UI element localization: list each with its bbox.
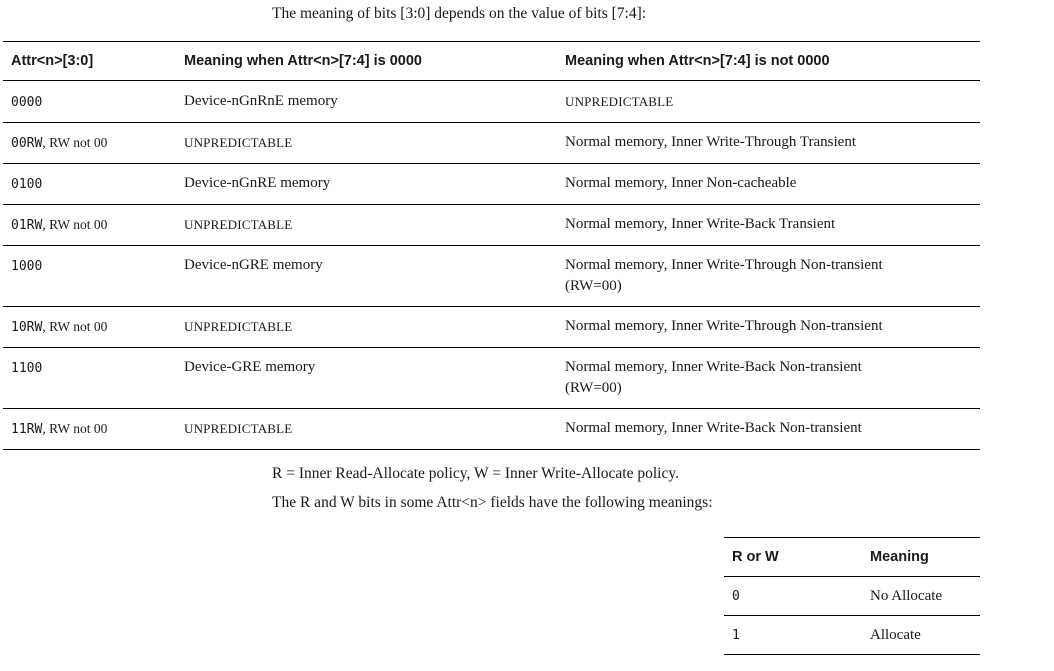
cell-meaning-nonzero (557, 81, 980, 123)
attr-bits-code: 1100 (11, 361, 43, 376)
attr-meaning-table (3, 41, 980, 450)
attr-bits-code: 00RW (11, 136, 43, 151)
cell-meaning-zero (176, 246, 557, 307)
attr-bits-qualifier: , RW not 00 (42, 135, 108, 150)
cell-meaning-nonzero (557, 205, 980, 246)
cell-attr-bits (3, 348, 176, 409)
table-row (3, 348, 980, 409)
attr-bits-code: 0100 (11, 177, 43, 192)
note-following-meanings: The R and W bits in some Attr<n> fields have the following meanings: (272, 494, 713, 511)
table-header-row (724, 538, 980, 577)
meaning-zero-text: Device-GRE memory (184, 359, 316, 375)
meaning-nonzero-text: UNPREDICTABLE (565, 94, 674, 109)
cell-attr-bits (3, 164, 176, 205)
table-row (3, 246, 980, 307)
cell-attr-bits (3, 307, 176, 348)
note-rw-policy: R = Inner Read-Allocate policy, W = Inner Write-Allocate policy. (272, 465, 679, 482)
meaning-nonzero-text: Normal memory, Inner Write-Through Transient (565, 134, 857, 150)
attr-bits-qualifier: , RW not 00 (42, 421, 108, 436)
table-row (724, 616, 980, 655)
attr-bits-code: 01RW (11, 218, 43, 233)
meaning-zero-text: UNPREDICTABLE (184, 135, 293, 150)
column-header-meaning-zero: Meaning when Attr<n>[7:4] is 0000 (176, 42, 557, 81)
cell-attr-bits (3, 205, 176, 246)
table-row (3, 307, 980, 348)
meaning-zero-text: Device-nGnRnE memory (184, 93, 338, 109)
meaning-zero-text: Device-nGnRE memory (184, 175, 331, 191)
meaning-nonzero-text: Normal memory, Inner Write-Through Non-transient (565, 318, 883, 334)
column-header-r-or-w: R or W (724, 538, 864, 577)
cell-attr-bits (3, 409, 176, 450)
meaning-nonzero-text: Normal memory, Inner Write-Back Non-transient (565, 420, 862, 436)
cell-meaning-zero (176, 81, 557, 123)
meaning-zero-text: Device-nGRE memory (184, 257, 323, 273)
cell-meaning-nonzero (557, 409, 980, 450)
attr-bits-code: 1000 (11, 259, 43, 274)
meaning-zero-text: UNPREDICTABLE (184, 421, 293, 436)
meaning-nonzero-text: Normal memory, Inner Write-Back Transient (565, 216, 836, 232)
cell-r-or-w-meaning: No Allocate (864, 577, 980, 616)
column-header-meaning: Meaning (864, 538, 980, 577)
meaning-zero-text: UNPREDICTABLE (184, 217, 293, 232)
table-row (724, 577, 980, 616)
cell-meaning-zero (176, 123, 557, 164)
meaning-nonzero-text-line2: (RW=00) (565, 380, 622, 396)
r-or-w-meaning-table (724, 537, 980, 655)
cell-attr-bits (3, 246, 176, 307)
table-row (3, 81, 980, 123)
meaning-nonzero-text: Normal memory, Inner Write-Back Non-transient (565, 359, 862, 375)
meaning-zero-text: UNPREDICTABLE (184, 319, 293, 334)
column-header-attr-bits: Attr<n>[3:0] (3, 42, 176, 81)
meaning-nonzero-text: Normal memory, Inner Non-cacheable (565, 175, 797, 191)
table-row (3, 123, 980, 164)
attr-bits-code: 11RW (11, 422, 43, 437)
intro-caption: The meaning of bits [3:0] depends on the value of bits [7:4]: (272, 5, 647, 22)
column-header-meaning-nonzero: Meaning when Attr<n>[7:4] is not 0000 (557, 42, 980, 81)
cell-meaning-zero (176, 348, 557, 409)
cell-meaning-zero (176, 164, 557, 205)
cell-r-or-w-value: 0 (724, 577, 864, 616)
table-row (3, 164, 980, 205)
cell-r-or-w-meaning: Allocate (864, 616, 980, 655)
cell-meaning-zero (176, 205, 557, 246)
meaning-nonzero-text: Normal memory, Inner Write-Through Non-transient (565, 257, 883, 273)
attr-bits-code: 0000 (11, 95, 43, 110)
cell-meaning-nonzero (557, 164, 980, 205)
cell-meaning-zero (176, 307, 557, 348)
cell-attr-bits (3, 81, 176, 123)
table-header-row (3, 42, 980, 81)
table-row (3, 205, 980, 246)
cell-meaning-nonzero (557, 348, 980, 409)
attr-bits-qualifier: , RW not 00 (42, 319, 108, 334)
cell-meaning-nonzero (557, 123, 980, 164)
attr-bits-qualifier: , RW not 00 (42, 217, 108, 232)
cell-meaning-nonzero (557, 246, 980, 307)
table-row (3, 409, 980, 450)
cell-meaning-zero (176, 409, 557, 450)
meaning-nonzero-text-line2: (RW=00) (565, 278, 622, 294)
cell-attr-bits (3, 123, 176, 164)
cell-r-or-w-value: 1 (724, 616, 864, 655)
cell-meaning-nonzero (557, 307, 980, 348)
attr-bits-code: 10RW (11, 320, 43, 335)
